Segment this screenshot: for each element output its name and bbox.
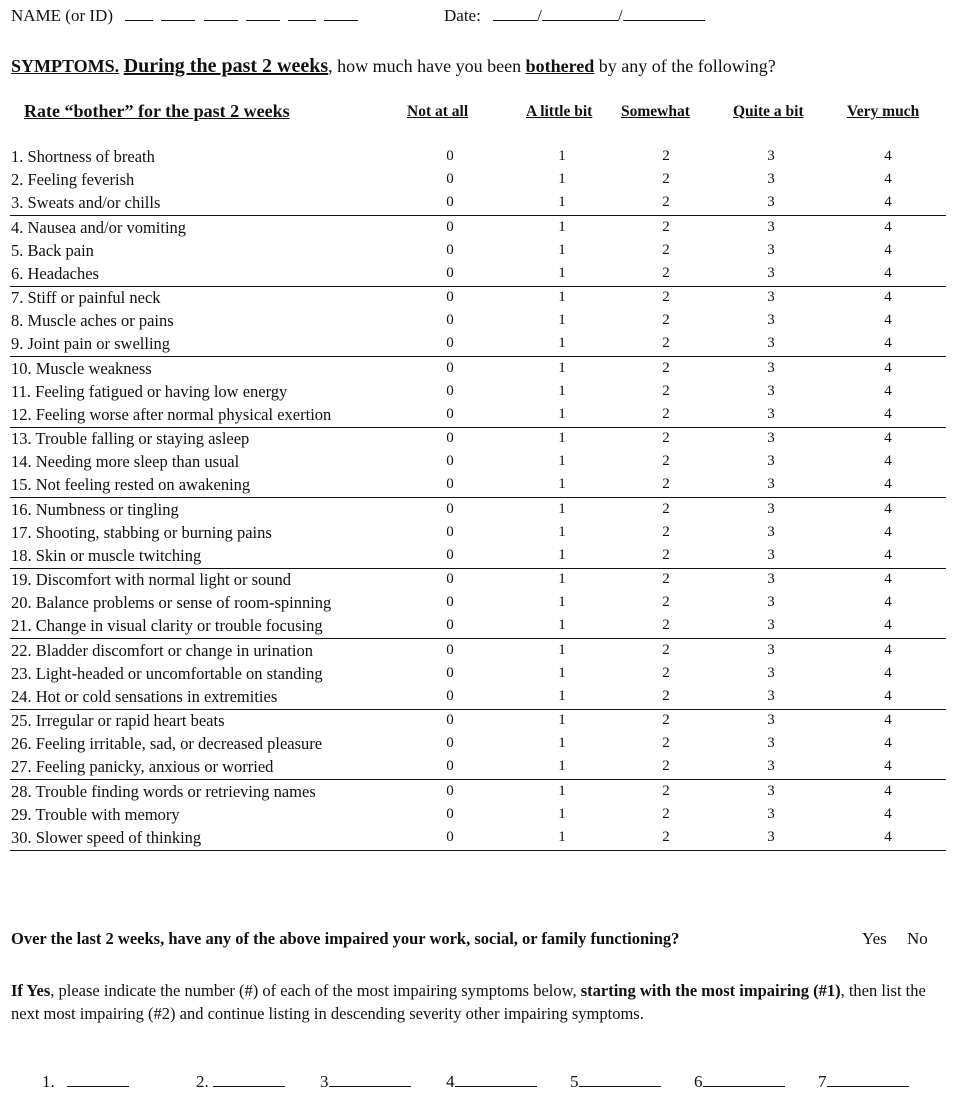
rating-option-3[interactable]: 3 xyxy=(767,617,775,634)
symptom-label: 16. Numbness or tingling xyxy=(11,499,179,519)
rating-option-3[interactable]: 3 xyxy=(767,218,775,235)
rating-option-1[interactable]: 1 xyxy=(558,828,566,845)
rating-option-0[interactable]: 0 xyxy=(446,617,454,634)
rating-option-2[interactable]: 2 xyxy=(662,828,670,845)
symptom-label: 7. Stiff or painful neck xyxy=(11,288,161,307)
symptom-label: 8. Muscle aches or pains xyxy=(11,311,174,331)
rating-option-0[interactable]: 0 xyxy=(446,805,454,822)
rating-option-1[interactable]: 1 xyxy=(558,687,566,704)
rating-option-3[interactable]: 3 xyxy=(767,476,775,493)
rating-option-1[interactable]: 1 xyxy=(558,312,566,329)
rating-option-2[interactable]: 2 xyxy=(662,312,670,329)
group-divider xyxy=(10,215,946,216)
rating-option-2[interactable]: 2 xyxy=(662,171,670,188)
if-yes-text-1: , please indicate the number (#) of each of the most impairing symptoms below, xyxy=(50,981,581,1000)
rating-option-4[interactable]: 4 xyxy=(884,828,892,845)
symptom-label: 26. Feeling irritable, sad, or decreased pleasure xyxy=(11,734,323,754)
rating-option-0[interactable]: 0 xyxy=(446,289,454,305)
rating-option-1[interactable]: 1 xyxy=(558,453,566,470)
if-yes-instructions xyxy=(11,979,941,1025)
bothered-keyword: bothered xyxy=(525,56,595,76)
group-divider xyxy=(10,709,946,710)
rank-1-label: 1. xyxy=(42,1072,55,1091)
rating-option-4[interactable]: 4 xyxy=(884,476,892,493)
rating-option-4[interactable]: 4 xyxy=(884,430,892,446)
rank-6-label: 6 xyxy=(694,1072,703,1091)
symptom-label: 12. Feeling worse after normal physical exertion xyxy=(11,404,332,424)
rating-option-4[interactable]: 4 xyxy=(884,148,892,164)
group-divider xyxy=(10,497,946,498)
rating-option-4[interactable]: 4 xyxy=(884,571,892,587)
symptom-label: 3. Sweats and/or chills xyxy=(11,193,161,213)
rate-header: Rate “bother” for the past 2 weeks xyxy=(24,101,290,121)
rating-option-1[interactable]: 1 xyxy=(558,782,566,799)
rating-option-0[interactable]: 0 xyxy=(446,782,454,799)
date-separator-1: / xyxy=(537,6,542,25)
symptom-label: 1. Shortness of breath xyxy=(11,147,155,166)
rating-option-4[interactable]: 4 xyxy=(884,594,892,611)
symptoms-keyword: SYMPTOMS. xyxy=(11,56,120,76)
group-divider xyxy=(10,850,946,851)
symptom-label: 30. Slower speed of thinking xyxy=(11,827,202,847)
rating-option-3[interactable]: 3 xyxy=(767,687,775,704)
rating-option-2[interactable]: 2 xyxy=(662,359,670,376)
answer-no[interactable]: No xyxy=(907,929,928,948)
group-divider xyxy=(10,779,946,780)
rating-option-2[interactable]: 2 xyxy=(662,782,670,799)
rating-option-4[interactable]: 4 xyxy=(884,735,892,752)
rating-option-2[interactable]: 2 xyxy=(662,194,670,211)
rating-option-1[interactable]: 1 xyxy=(558,664,566,681)
col-a-little-bit: A little bit xyxy=(526,103,593,120)
rating-option-3[interactable]: 3 xyxy=(767,405,775,422)
rank-3 xyxy=(320,1072,411,1092)
rating-option-2[interactable]: 2 xyxy=(662,148,670,164)
rating-option-3[interactable]: 3 xyxy=(767,312,775,329)
rating-option-3[interactable]: 3 xyxy=(767,641,775,658)
rating-option-0[interactable]: 0 xyxy=(446,335,454,352)
rating-option-3[interactable]: 3 xyxy=(767,664,775,681)
rating-option-0[interactable]: 0 xyxy=(446,430,454,446)
rating-option-1[interactable]: 1 xyxy=(558,523,566,540)
rating-option-1[interactable]: 1 xyxy=(558,641,566,658)
rating-option-1[interactable]: 1 xyxy=(558,289,566,305)
rating-option-2[interactable]: 2 xyxy=(662,382,670,399)
symptom-label: 20. Balance problems or sense of room-spinning xyxy=(11,593,332,613)
group-divider xyxy=(10,638,946,639)
rank-4-label: 4 xyxy=(446,1072,455,1091)
symptom-label: 6. Headaches xyxy=(11,263,99,283)
symptom-label: 27. Feeling panicky, anxious or worried xyxy=(11,757,274,777)
rating-option-2[interactable]: 2 xyxy=(662,523,670,540)
rating-option-1[interactable]: 1 xyxy=(558,171,566,188)
rating-option-3[interactable]: 3 xyxy=(767,241,775,258)
symptom-label: 14. Needing more sleep than usual xyxy=(11,452,240,472)
symptom-label: 18. Skin or muscle twitching xyxy=(11,545,202,565)
rating-option-2[interactable]: 2 xyxy=(662,405,670,422)
date-separator-2: / xyxy=(617,6,623,25)
rating-option-0[interactable]: 0 xyxy=(446,312,454,329)
rating-option-0[interactable]: 0 xyxy=(446,571,454,587)
rating-option-1[interactable]: 1 xyxy=(558,617,566,634)
rating-option-4[interactable]: 4 xyxy=(884,782,892,799)
rating-option-2[interactable]: 2 xyxy=(662,687,670,704)
rating-option-3[interactable]: 3 xyxy=(767,828,775,845)
symptom-label: 5. Back pain xyxy=(11,240,94,260)
rating-option-2[interactable]: 2 xyxy=(662,453,670,470)
rating-option-4[interactable]: 4 xyxy=(884,264,892,281)
rating-option-4[interactable]: 4 xyxy=(884,523,892,540)
rating-option-3[interactable]: 3 xyxy=(767,335,775,352)
rating-option-1[interactable]: 1 xyxy=(558,264,566,281)
rating-option-2[interactable]: 2 xyxy=(662,594,670,611)
rating-option-1[interactable]: 1 xyxy=(558,758,566,775)
symptom-label: 22. Bladder discomfort or change in urination xyxy=(11,640,313,660)
group-divider xyxy=(10,356,946,357)
rank-5-blank[interactable] xyxy=(579,1072,661,1087)
rating-option-4[interactable]: 4 xyxy=(884,194,892,211)
rating-option-4[interactable]: 4 xyxy=(884,641,892,658)
rating-option-2[interactable]: 2 xyxy=(662,289,670,305)
rank-5-label: 5 xyxy=(570,1072,579,1091)
symptom-label: 9. Joint pain or swelling xyxy=(11,334,171,354)
rating-option-4[interactable]: 4 xyxy=(884,335,892,352)
rating-option-1[interactable]: 1 xyxy=(558,335,566,352)
rating-option-4[interactable]: 4 xyxy=(884,359,892,376)
rating-option-2[interactable]: 2 xyxy=(662,805,670,822)
rating-option-4[interactable]: 4 xyxy=(884,382,892,399)
rank-1 xyxy=(42,1072,129,1092)
rating-option-3[interactable]: 3 xyxy=(767,782,775,799)
rating-option-3[interactable]: 3 xyxy=(767,148,775,164)
rating-option-3[interactable]: 3 xyxy=(767,264,775,281)
during-keyword: During the past 2 weeks xyxy=(123,55,329,77)
instruction-mid: , how much have you been xyxy=(328,56,526,76)
group-divider xyxy=(10,427,946,428)
rating-option-0[interactable]: 0 xyxy=(446,382,454,399)
rating-option-0[interactable]: 0 xyxy=(446,546,454,563)
rating-option-4[interactable]: 4 xyxy=(884,241,892,258)
symptom-label: 21. Change in visual clarity or trouble focusing xyxy=(11,616,323,636)
rating-option-1[interactable]: 1 xyxy=(558,594,566,611)
col-very-much: Very much xyxy=(847,103,920,120)
symptom-label: 4. Nausea and/or vomiting xyxy=(11,217,187,237)
rank-4 xyxy=(446,1072,537,1092)
rating-option-2[interactable]: 2 xyxy=(662,476,670,493)
rating-option-0[interactable]: 0 xyxy=(446,241,454,258)
rank-3-blank[interactable] xyxy=(329,1072,411,1087)
symptom-label: 19. Discomfort with normal light or sound xyxy=(11,570,292,589)
rating-option-3[interactable]: 3 xyxy=(767,382,775,399)
symptom-label: 2. Feeling feverish xyxy=(11,170,135,190)
rating-option-4[interactable]: 4 xyxy=(884,546,892,563)
col-somewhat: Somewhat xyxy=(621,103,690,120)
rank-7 xyxy=(818,1072,909,1092)
rating-option-4[interactable]: 4 xyxy=(884,687,892,704)
rating-option-3[interactable]: 3 xyxy=(767,712,775,728)
rating-option-0[interactable]: 0 xyxy=(446,687,454,704)
rating-option-1[interactable]: 1 xyxy=(558,571,566,587)
rating-option-1[interactable]: 1 xyxy=(558,712,566,728)
rating-option-4[interactable]: 4 xyxy=(884,218,892,235)
rating-option-1[interactable]: 1 xyxy=(558,430,566,446)
symptom-label: 24. Hot or cold sensations in extremities xyxy=(11,686,278,706)
col-quite-a-bit: Quite a bit xyxy=(733,103,804,120)
rating-option-3[interactable]: 3 xyxy=(767,430,775,446)
rating-option-1[interactable]: 1 xyxy=(558,500,566,517)
rating-option-2[interactable]: 2 xyxy=(662,264,670,281)
rank-7-label: 7 xyxy=(818,1072,827,1091)
rating-option-2[interactable]: 2 xyxy=(662,546,670,563)
rating-option-2[interactable]: 2 xyxy=(662,735,670,752)
rank-6 xyxy=(694,1072,785,1092)
symptom-label: 11. Feeling fatigued or having low energy xyxy=(11,381,288,401)
rank-2-label: 2. xyxy=(196,1072,209,1091)
rating-option-2[interactable]: 2 xyxy=(662,758,670,775)
rating-option-1[interactable]: 1 xyxy=(558,359,566,376)
rating-option-2[interactable]: 2 xyxy=(662,241,670,258)
date-label: Date: xyxy=(444,6,481,25)
rating-option-0[interactable]: 0 xyxy=(446,594,454,611)
rank-1-blank[interactable] xyxy=(67,1072,129,1087)
rating-option-3[interactable]: 3 xyxy=(767,805,775,822)
rating-option-2[interactable]: 2 xyxy=(662,617,670,634)
rating-option-4[interactable]: 4 xyxy=(884,500,892,517)
instruction-end: by any of the following? xyxy=(594,56,776,76)
symptom-label: 25. Irregular or rapid heart beats xyxy=(11,711,225,730)
name-label: NAME (or ID) xyxy=(11,6,113,25)
rating-option-3[interactable]: 3 xyxy=(767,523,775,540)
rating-option-4[interactable]: 4 xyxy=(884,453,892,470)
rating-option-4[interactable]: 4 xyxy=(884,712,892,728)
rating-option-0[interactable]: 0 xyxy=(446,664,454,681)
rating-option-2[interactable]: 2 xyxy=(662,712,670,728)
rating-option-1[interactable]: 1 xyxy=(558,735,566,752)
rating-option-0[interactable]: 0 xyxy=(446,758,454,775)
symptom-label: 23. Light-headed or uncomfortable on standing xyxy=(11,663,323,683)
rank-3-label: 3 xyxy=(320,1072,329,1091)
impairment-question: Over the last 2 weeks, have any of the above impaired your work, social, or family functioning? xyxy=(11,929,680,948)
rating-option-0[interactable]: 0 xyxy=(446,148,454,164)
group-divider xyxy=(10,568,946,569)
rating-option-3[interactable]: 3 xyxy=(767,500,775,517)
rating-option-4[interactable]: 4 xyxy=(884,289,892,305)
if-yes-keyword-2: starting with the most impairing (#1) xyxy=(580,981,841,1000)
symptom-label: 17. Shooting, stabbing or burning pains xyxy=(11,522,272,542)
rating-option-4[interactable]: 4 xyxy=(884,758,892,775)
rating-option-3[interactable]: 3 xyxy=(767,289,775,305)
rating-option-0[interactable]: 0 xyxy=(446,523,454,540)
symptom-label: 15. Not feeling rested on awakening xyxy=(11,475,251,495)
rating-option-0[interactable]: 0 xyxy=(446,500,454,517)
rating-option-1[interactable]: 1 xyxy=(558,241,566,258)
rating-option-4[interactable]: 4 xyxy=(884,664,892,681)
col-not-at-all: Not at all xyxy=(407,103,469,120)
rating-option-2[interactable]: 2 xyxy=(662,335,670,352)
rating-option-2[interactable]: 2 xyxy=(662,430,670,446)
rank-6-blank[interactable] xyxy=(703,1072,785,1087)
symptom-label: 13. Trouble falling or staying asleep xyxy=(11,429,250,448)
rating-option-1[interactable]: 1 xyxy=(558,546,566,563)
rating-option-1[interactable]: 1 xyxy=(558,148,566,164)
rating-option-0[interactable]: 0 xyxy=(446,712,454,728)
rating-option-3[interactable]: 3 xyxy=(767,359,775,376)
rating-option-0[interactable]: 0 xyxy=(446,359,454,376)
rating-option-0[interactable]: 0 xyxy=(446,476,454,493)
rank-4-blank[interactable] xyxy=(455,1072,537,1087)
if-yes-keyword: If Yes xyxy=(11,981,51,1000)
rating-option-3[interactable]: 3 xyxy=(767,171,775,188)
rating-option-1[interactable]: 1 xyxy=(558,194,566,211)
rating-option-0[interactable]: 0 xyxy=(446,405,454,422)
rating-option-1[interactable]: 1 xyxy=(558,405,566,422)
rating-option-0[interactable]: 0 xyxy=(446,218,454,235)
rating-option-3[interactable]: 3 xyxy=(767,758,775,775)
symptom-label: 29. Trouble with memory xyxy=(11,804,180,824)
rank-5 xyxy=(570,1072,661,1092)
rating-option-4[interactable]: 4 xyxy=(884,617,892,634)
rating-option-0[interactable]: 0 xyxy=(446,828,454,845)
rating-option-0[interactable]: 0 xyxy=(446,171,454,188)
rating-option-2[interactable]: 2 xyxy=(662,571,670,587)
answer-yes[interactable]: Yes xyxy=(862,929,887,948)
rating-option-0[interactable]: 0 xyxy=(446,735,454,752)
rating-option-0[interactable]: 0 xyxy=(446,641,454,658)
rating-option-4[interactable]: 4 xyxy=(884,312,892,329)
rating-option-2[interactable]: 2 xyxy=(662,664,670,681)
rating-option-1[interactable]: 1 xyxy=(558,218,566,235)
rating-option-1[interactable]: 1 xyxy=(558,476,566,493)
rating-option-1[interactable]: 1 xyxy=(558,805,566,822)
rating-option-3[interactable]: 3 xyxy=(767,571,775,587)
symptom-label: 10. Muscle weakness xyxy=(11,358,152,378)
rating-option-2[interactable]: 2 xyxy=(662,218,670,235)
rating-option-0[interactable]: 0 xyxy=(446,264,454,281)
symptom-label: 28. Trouble finding words or retrieving names xyxy=(11,781,316,801)
rating-option-2[interactable]: 2 xyxy=(662,500,670,517)
rating-option-3[interactable]: 3 xyxy=(767,594,775,611)
rating-option-0[interactable]: 0 xyxy=(446,453,454,470)
rating-option-2[interactable]: 2 xyxy=(662,641,670,658)
rating-option-4[interactable]: 4 xyxy=(884,171,892,188)
rank-2-blank[interactable] xyxy=(213,1072,285,1087)
rating-option-4[interactable]: 4 xyxy=(884,405,892,422)
rating-option-3[interactable]: 3 xyxy=(767,194,775,211)
rating-option-1[interactable]: 1 xyxy=(558,382,566,399)
group-divider xyxy=(10,286,946,287)
rating-option-3[interactable]: 3 xyxy=(767,735,775,752)
rating-option-3[interactable]: 3 xyxy=(767,453,775,470)
rating-option-0[interactable]: 0 xyxy=(446,194,454,211)
if-yes-text-2: , then list the next most impairing (#2) and continue listing in descending severity other impairing symptoms. xyxy=(11,981,926,1023)
rank-7-blank[interactable] xyxy=(827,1072,909,1087)
rating-option-3[interactable]: 3 xyxy=(767,546,775,563)
rating-option-4[interactable]: 4 xyxy=(884,805,892,822)
rank-2 xyxy=(196,1072,285,1092)
